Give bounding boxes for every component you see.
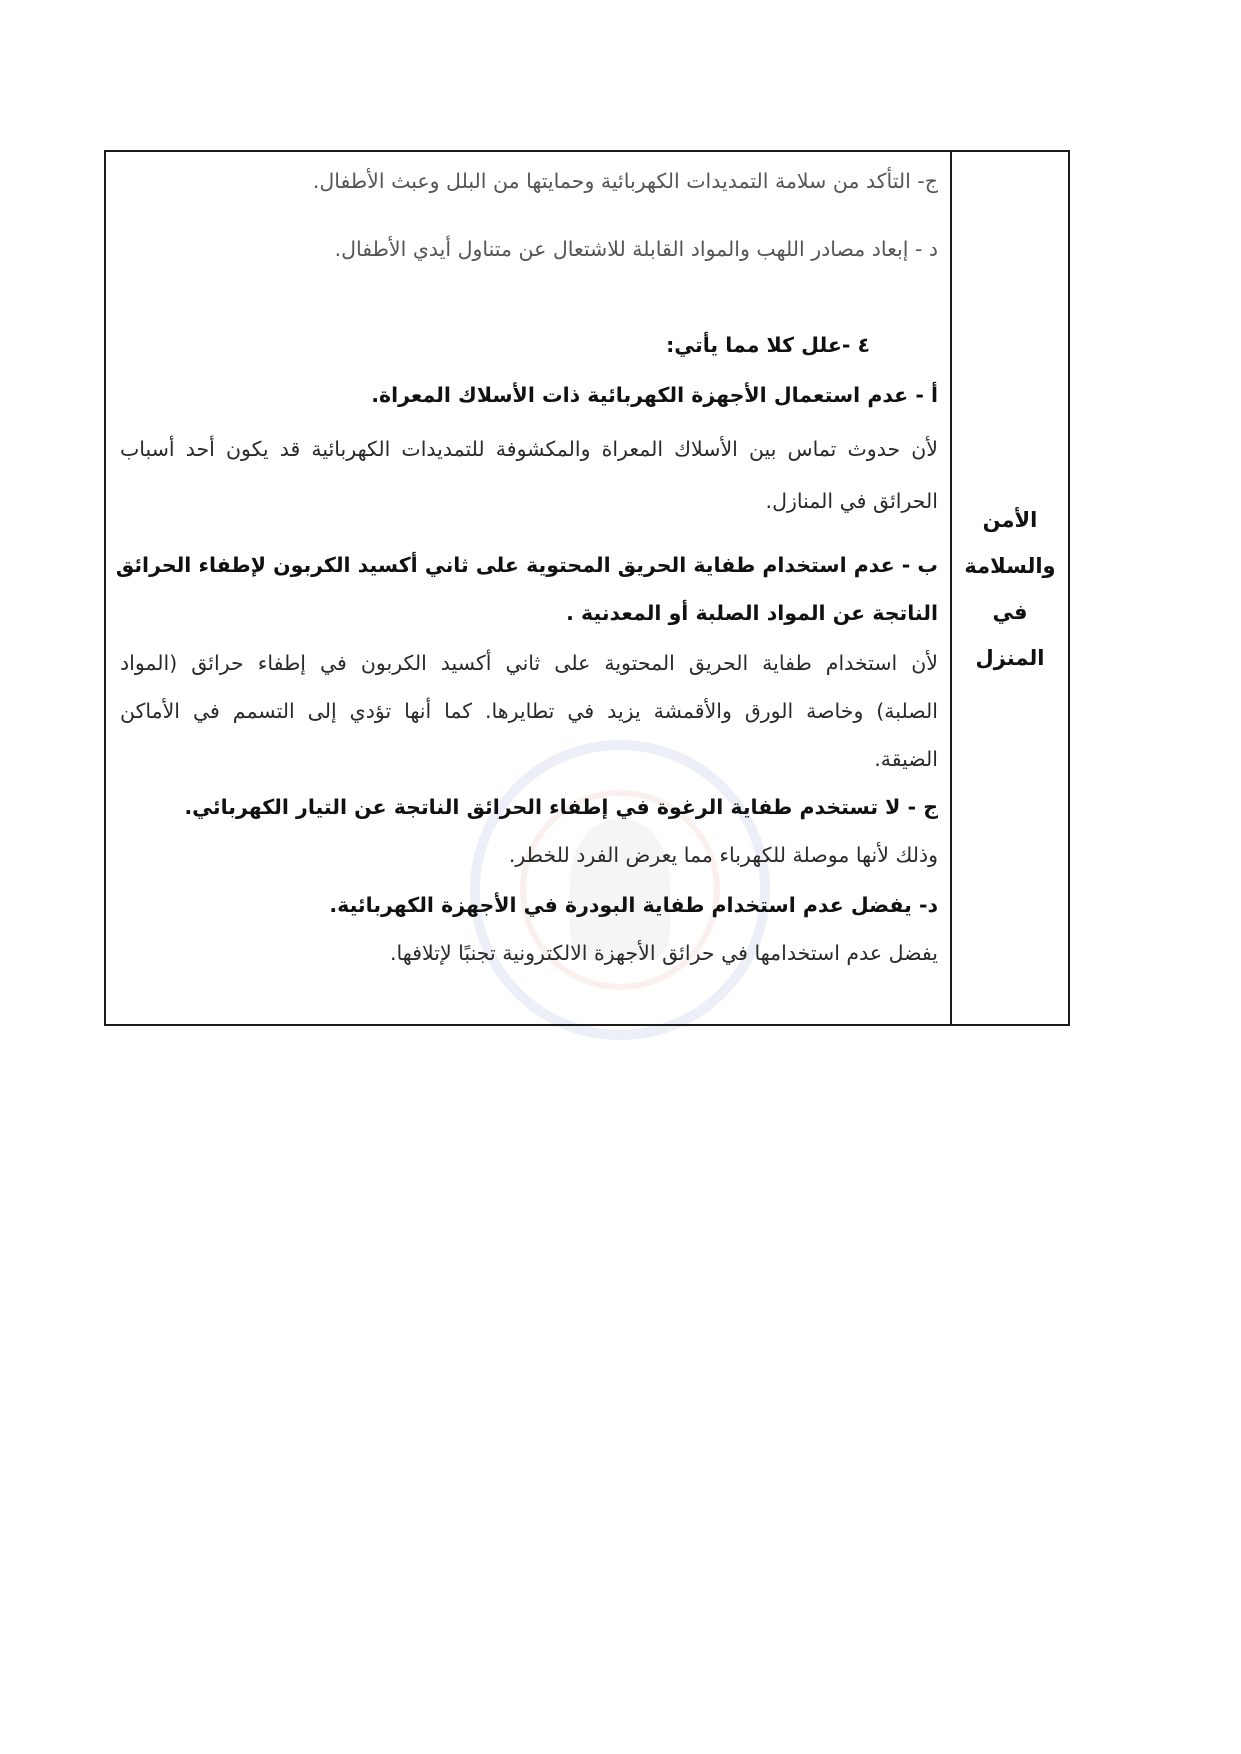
answer-line: يفضل عدم استخدامها في حرائق الأجهزة الالكترونية تجنبًا لإتلافها. <box>390 941 938 965</box>
text-line: د - إبعاد مصادر اللهب والمواد القابلة للاشتعال عن متناول أيدي الأطفال. <box>334 237 938 261</box>
question-item: ج - لا تستخدم طفاية الرغوة في إطفاء الحرائق الناتجة عن التيار الكهربائي. <box>184 795 938 819</box>
question-item: د- يفضل عدم استخدام طفاية البودرة في الأجهزة الكهربائية. <box>329 893 938 917</box>
answer-line: لأن استخدام طفاية الحريق المحتوية على ثاني أكسيد الكربون في إطفاء حرائق (المواد <box>120 651 938 675</box>
answer-line: لأن حدوث تماس بين الأسلاك المعراة والمكشوفة للتمديدات الكهربائية قد يكون أحد أسباب <box>120 437 938 461</box>
question-item: ب - عدم استخدام طفاية الحريق المحتوية على ثاني أكسيد الكربون لإطفاء الحرائق <box>115 553 938 577</box>
content-table <box>104 150 1070 1026</box>
content-column <box>106 152 950 1024</box>
answer-line: الصلبة) وخاصة الورق والأقمشة يزيد في تطايرها. كما أنها تؤدي إلى التسمم في الأماكن <box>120 699 938 723</box>
answer-line: الضيقة. <box>874 747 938 771</box>
answer-line: وذلك لأنها موصلة للكهرباء مما يعرض الفرد للخطر. <box>508 843 938 867</box>
topic-heading-line: والسلامة <box>964 554 1056 578</box>
question-heading: ٤ -علل كلا مما يأتي: <box>666 333 870 357</box>
answer-line: الحرائق في المنازل. <box>765 489 938 513</box>
topic-heading-line: المنزل <box>975 646 1045 670</box>
question-item: أ - عدم استعمال الأجهزة الكهربائية ذات الأسلاك المعراة. <box>371 383 938 407</box>
topic-heading-line: الأمن <box>982 508 1038 532</box>
topic-heading-line: في <box>992 600 1028 624</box>
topic-heading <box>952 497 1068 681</box>
question-item: الناتجة عن المواد الصلبة أو المعدنية . <box>566 601 938 625</box>
topic-column <box>950 152 1068 1024</box>
text-line: ج- التأكد من سلامة التمديدات الكهربائية وحمايتها من البلل وعبث الأطفال. <box>312 169 938 193</box>
